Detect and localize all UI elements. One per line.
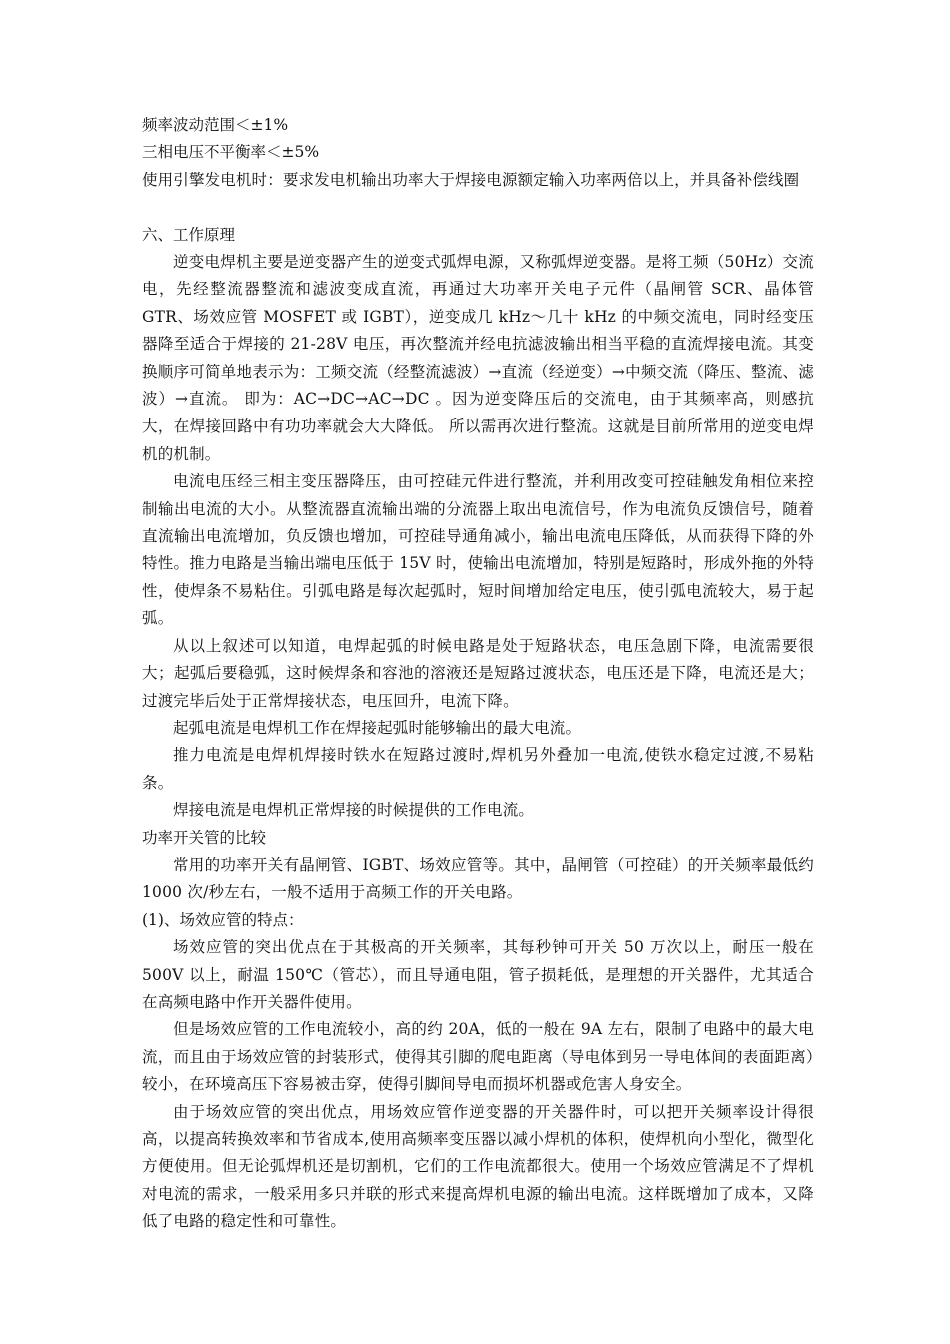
paragraph-arc-process: 从以上叙述可以知道，电焊起弧的时候电路是处于短路状态，电压急剧下降，电流需要很大；起弧后要稳弧，这时候焊条和容池的溶液还是短路过渡状态，电压还是下降，电流还是大；过渡完毕后处于正常焊接状态，电压回升，电流下降。: [142, 636, 814, 710]
section-heading-power-switch: 功率开关管的比较: [142, 828, 267, 847]
paragraph-mosfet-limitations: 但是场效应管的工作电流较小，高的约 20A，低的一般在 9A 左右，限制了电路中的最大电流，而且由于场效应管的封装形式，使得其引脚的爬电距离（导电体到另一导电体间的表面距离）较小，在环境高压下容易被击穿，使得引脚间导电而损坏机器或危害人身安全。: [142, 1020, 814, 1094]
requirement-frequency: 频率波动范围＜±1%: [142, 116, 289, 134]
paragraph-thrust-current: 推力电流是电焊机焊接时铁水在短路过渡时,焊机另外叠加一电流,使铁水稳定过渡,不易粘条。: [142, 746, 814, 792]
paragraph-welding-current: 焊接电流是电焊机正常焊接的时候提供的工作电流。: [173, 801, 535, 820]
requirement-voltage-imbalance: 三相电压不平衡率＜±5%: [142, 143, 320, 162]
paragraph-scr-control: 电流电压经三相主变压器降压，由可控硅元件进行整流，并利用改变可控硅触发角相位来控制输出电流的大小。从整流器直流输出端的分流器上取出电流信号，作为电流负反馈信号，随着直流输出电流增加，负反馈也增加，可控硅导通角减小，输出电流电压降低，从而获得下降的外特性。推力电路是当输出端电压低于 15V 时，使输出电流增加，特别是短路时，形成外拖的外特性，使焊条不易粘住。引弧电路是每次起弧时，短时间增加给定电压，使引弧电流较大，易于起弧。: [142, 472, 814, 628]
document-page: [142, 112, 814, 1236]
paragraph-power-switch-intro: 常用的功率开关有晶闸管、IGBT、场效应管等。其中，晶闸管（可控硅）的开关频率最低约 1000 次/秒左右，一般不适用于高频工作的开关电路。: [142, 855, 814, 902]
subheading-mosfet: (1)、场效应管的特点：: [142, 910, 304, 929]
requirement-engine-generator: 使用引擎发电机时：要求发电机输出功率大于焊接电源额定输入功率两倍以上，并具备补偿线圈: [142, 170, 800, 189]
paragraph-mosfet-usage: 由于场效应管的突出优点，用场效应管作逆变器的开关器件时，可以把开关频率设计得很高，以提高转换效率和节省成本,使用高频率变压器以减小焊机的体积，使焊机向小型化，微型化方便使用。但无论弧焊机还是切割机，它们的工作电流都很大。使用一个场效应管满足不了焊机对电流的需求，一般采用多只并联的形式来提高焊机电源的输出电流。这样既增加了成本，又降低了电路的稳定性和可靠性。: [142, 1102, 814, 1231]
section-heading-working-principle: 六、工作原理: [142, 225, 236, 244]
paragraph-arc-current: 起弧电流是电焊机工作在焊接起弧时能够输出的最大电流。: [173, 718, 582, 737]
paragraph-inverter-principle: 逆变电焊机主要是逆变器产生的逆变式弧焊电源，又称弧焊逆变器。是将工频（50Hz）交流电，先经整流器整流和滤波变成直流，再通过大功率开关电子元件（晶闸管 SCR、晶体管 GTR、场效应管 MOSFET 或 IGBT），逆变成几 kHz～几十 kHz 的中频交流电，同时经变压器降至适合于焊接的 21-28V 电压，再次整流并经电抗滤波输出相当平稳的直流焊接电流。其变换顺序可简单地表示为：工频交流（经整流滤波）→直流（经逆变）→中频交流（降压、整流、滤波）→直流。 即为：AC→DC→AC→DC 。因为逆变降压后的交流电，由于其频率高，则感抗大，在焊接回路中有功功率就会大大降低。 所以需再次进行整流。这就是目前所常用的逆变电焊机的机制。: [142, 253, 814, 463]
paragraph-mosfet-advantages: 场效应管的突出优点在于其极高的开关频率，其每秒钟可开关 50 万次以上，耐压一般在 500V 以上，耐温 150℃（管芯），而且导通电阻，管子损耗低，是理想的开关器件，尤其适合在高频电路中作开关器件使用。: [142, 938, 814, 1011]
spacer: [142, 194, 814, 221]
